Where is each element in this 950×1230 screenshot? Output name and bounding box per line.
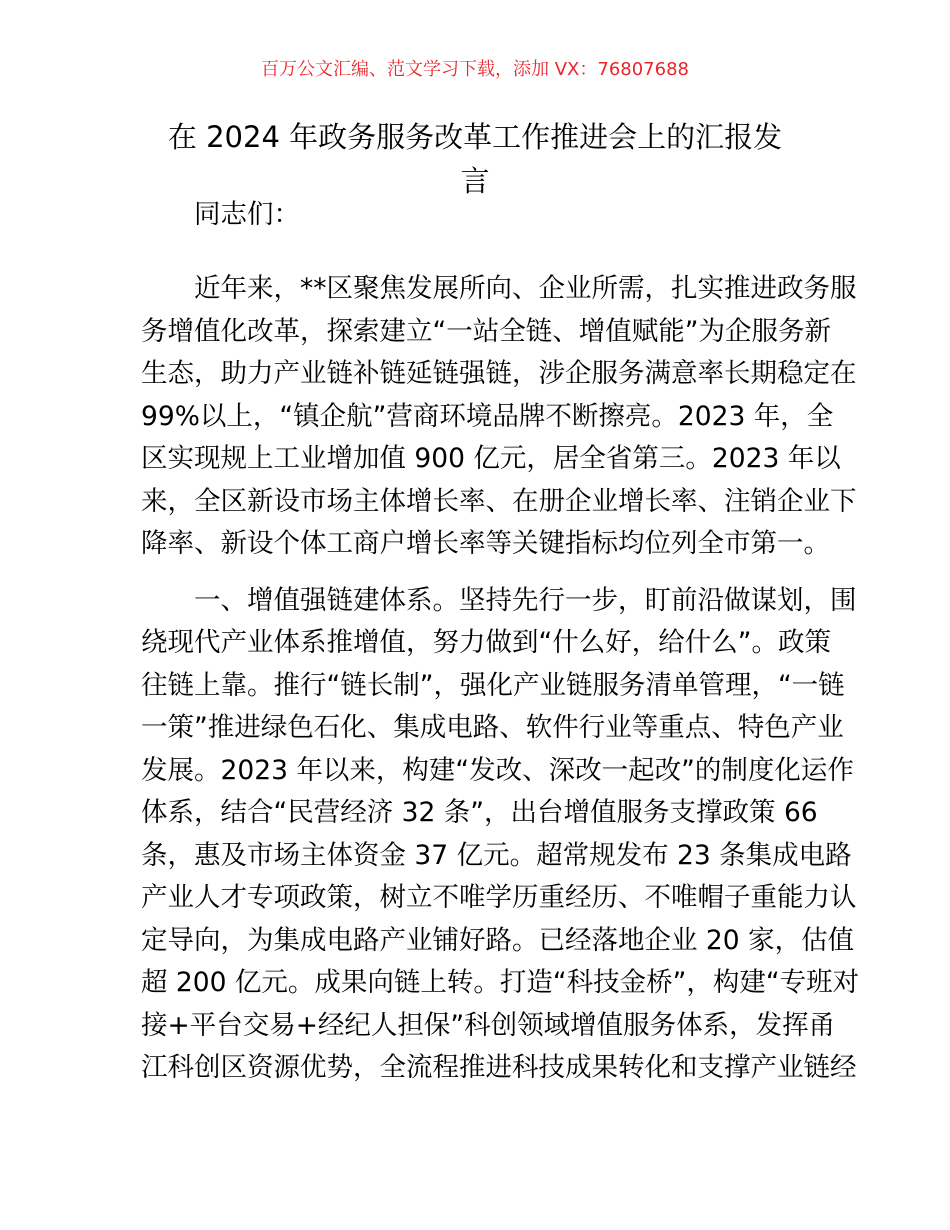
salutation: 同志们：	[194, 199, 300, 230]
text-line: 发展。2023 年以来，构建“发改、深改一起改”的制度化运作	[141, 754, 854, 786]
document-title	[140, 115, 810, 203]
title-line: 在 2024 年政务服务改革工作推进会上的汇报发	[167, 120, 783, 154]
text-line: 接+平台交易+经纪人担保”科创领域增值服务体系，发挥甬	[141, 1009, 836, 1041]
text-line: 来，全区新设市场主体增长率、在册企业增长率、注销企业下	[141, 485, 857, 517]
document-body	[141, 268, 860, 1090]
paragraph-intro	[141, 268, 857, 566]
text-line: 一、增值强链建体系。坚持先行一步，盯前沿做谋划，围	[194, 584, 857, 616]
text-line: 产业人才专项政策，树立不唯学历重经历、不唯帽子重能力认	[141, 882, 857, 913]
text-line: 降率、新设个体工商户增长率等关键指标均位列全市第一。	[141, 528, 830, 559]
text-line: 定导向，为集成电路产业铺好路。已经落地企业 20 家，估值	[141, 924, 855, 956]
text-line: 99%以上，“镇企航”营商环境品牌不断擦亮。2023 年，全	[141, 400, 834, 432]
paragraph-section-1	[141, 580, 860, 1090]
title-line: 言	[460, 164, 490, 198]
text-line: 近年来，**区聚焦发展所向、企业所需，扎实推进政务服	[194, 273, 857, 304]
text-line: 江科创区资源优势，全流程推进科技成果转化和支撑产业链经	[141, 1052, 857, 1083]
text-line: 区实现规上工业增加值 900 亿元，居全省第三。2023 年以	[141, 443, 841, 474]
watermark-banner: 百万公文汇编、范文学习下载，添加 VX：76807688	[261, 59, 689, 80]
text-line: 超 200 亿元。成果向链上转。打造“科技金桥”，构建“专班对	[141, 967, 860, 998]
text-line: 一策”推进绿色石化、集成电路、软件行业等重点、特色产业	[141, 712, 844, 743]
text-line: 往链上靠。推行“链长制”，强化产业链服务清单管理，“一链	[141, 669, 845, 701]
text-line: 绕现代产业体系推增值，努力做到“什么好，给什么”。政策	[141, 627, 831, 658]
text-line: 条，惠及市场主体资金 37 亿元。超常规发布 23 条集成电路	[141, 839, 852, 871]
text-line: 体系，结合“民营经济 32 条”，出台增值服务支撑政策 66	[141, 797, 818, 828]
text-line: 务增值化改革，探索建立“一站全链、增值赋能”为企服务新	[141, 315, 831, 347]
text-line: 生态，助力产业链补链延链强链，涉企服务满意率长期稳定在	[141, 358, 857, 389]
